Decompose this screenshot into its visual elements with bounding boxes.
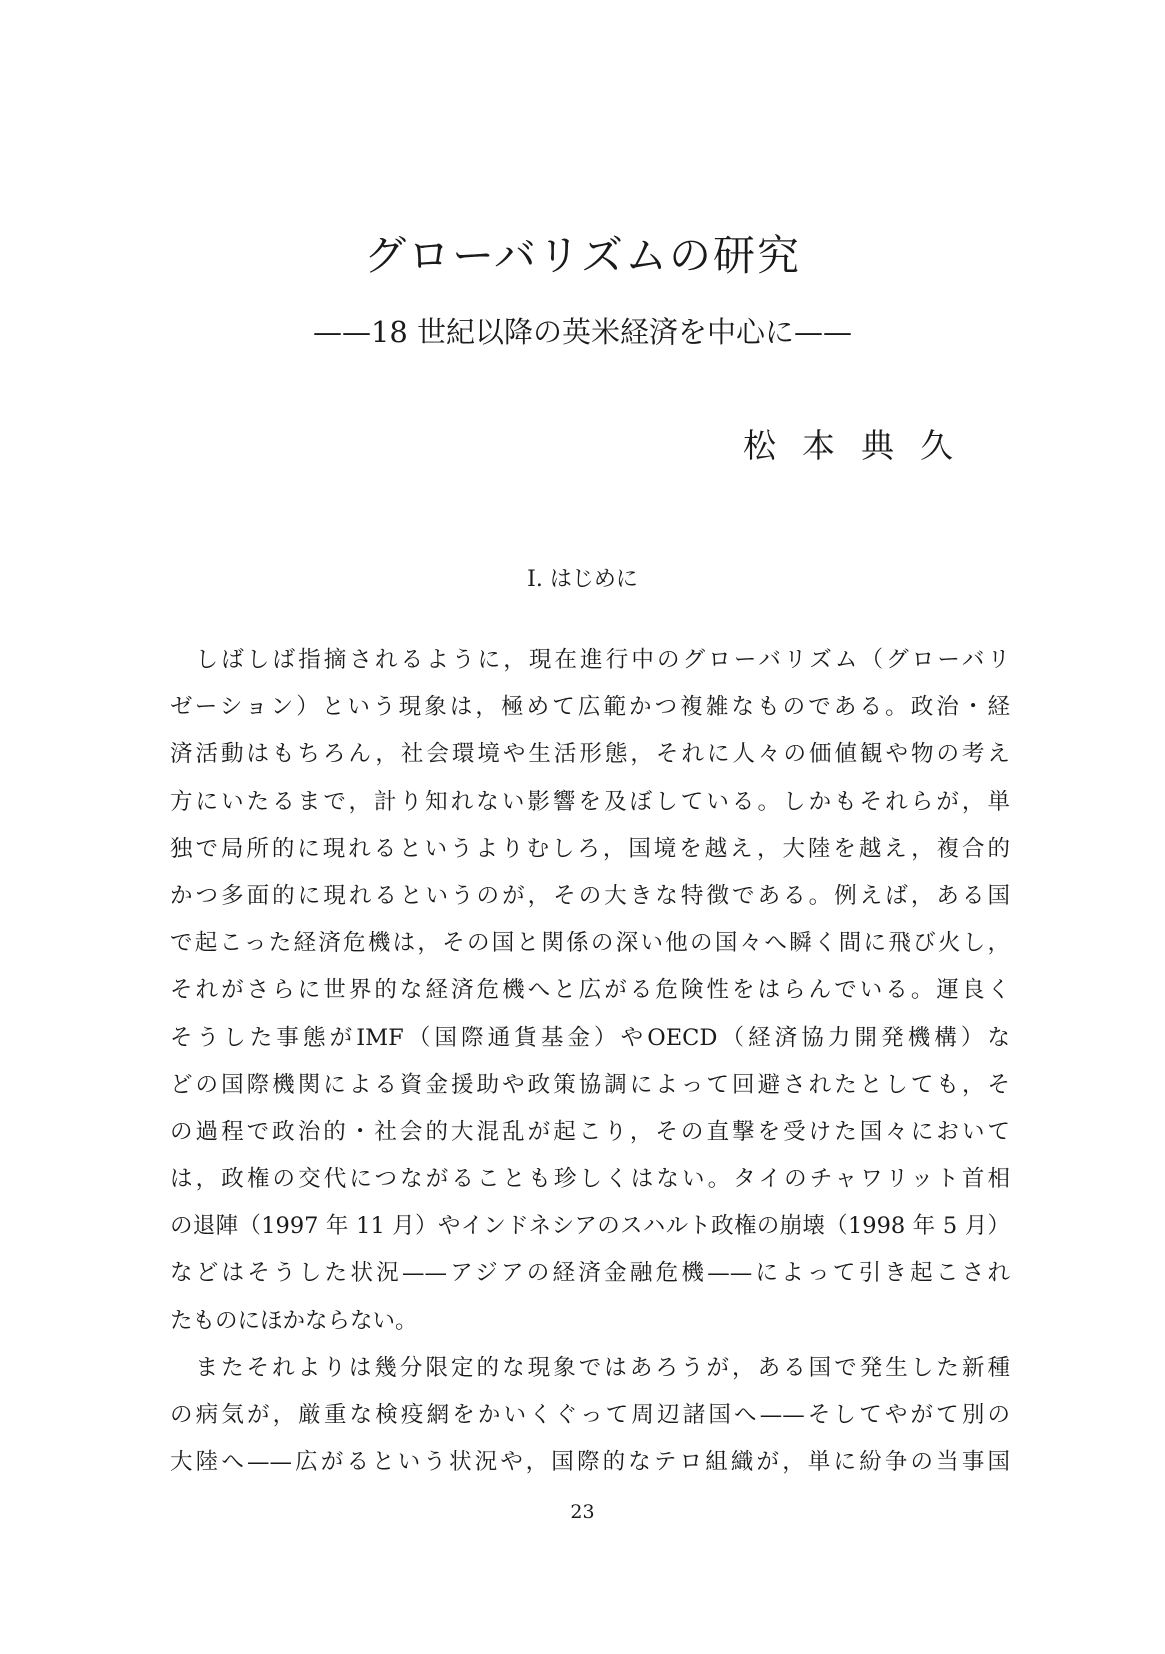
body-line: しばしば指摘されるように，現在進行中のグローバリズム（グローバリ [170, 647, 1010, 673]
author-name: 松本典久 [743, 426, 979, 465]
body-line: どの国際機関による資金援助や政策協調によって回避されたとしても，そ [170, 1071, 1010, 1098]
body-text [170, 637, 1010, 1486]
article-title: グローバリズムの研究 [363, 231, 802, 280]
body-line: で起こった経済危機は，その国と関係の深い他の国々へ瞬く間に飛び火し， [170, 930, 1010, 957]
body-line: の退陣（1997 年 11 月）やインドネシアのスハルト政権の崩壊（1998 年 5 月） [170, 1213, 1010, 1240]
body-line: そうした事態がIMF（国際通貨基金）やOECD（経済協力開発機構）な [170, 1024, 1010, 1051]
body-line: またそれよりは幾分限定的な現象ではあろうが，ある国で発生した新種 [170, 1354, 1010, 1381]
body-line: たものにほかならない。 [170, 1307, 418, 1334]
body-line: 済活動はもちろん，社会環境や生活形態，それに人々の価値観や物の考え [170, 741, 1010, 768]
body-line: の病気が，厳重な検疫網をかいくぐって周辺諸国へ——そしてやがて別の [170, 1402, 1010, 1428]
page-number: 23 [570, 1501, 595, 1523]
body-line: 大陸へ——広がるという状況や，国際的なテロ組織が，単に紛争の当事国 [170, 1449, 1010, 1476]
body-line: ゼーション）という現象は，極めて広範かつ複雑なものである。政治・経 [170, 694, 1010, 721]
body-line: 独で局所的に現れるというよりむしろ，国境を越え，大陸を越え，複合的 [170, 835, 1010, 862]
body-line: の過程で政治的・社会的大混乱が起こり，その直撃を受けた国々において [170, 1118, 1010, 1145]
article-subtitle: ——18 世紀以降の英米経済を中心に—— [312, 315, 853, 349]
body-line: かつ多面的に現れるというのが，その大きな特徴である。例えば，ある国 [170, 882, 1010, 909]
body-line: などはそうした状況——アジアの経済金融危機——によって引き起こされ [170, 1260, 1010, 1287]
body-line: は，政権の交代につながることも珍しくはない。タイのチャワリット首相 [170, 1166, 1010, 1193]
section-heading: I. はじめに [527, 567, 638, 592]
body-line: それがさらに世界的な経済危機へと広がる危険性をはらんでいる。運良く [170, 977, 1010, 1004]
body-line: 方にいたるまで，計り知れない影響を及ぼしている。しかもそれらが，単 [170, 788, 1010, 815]
